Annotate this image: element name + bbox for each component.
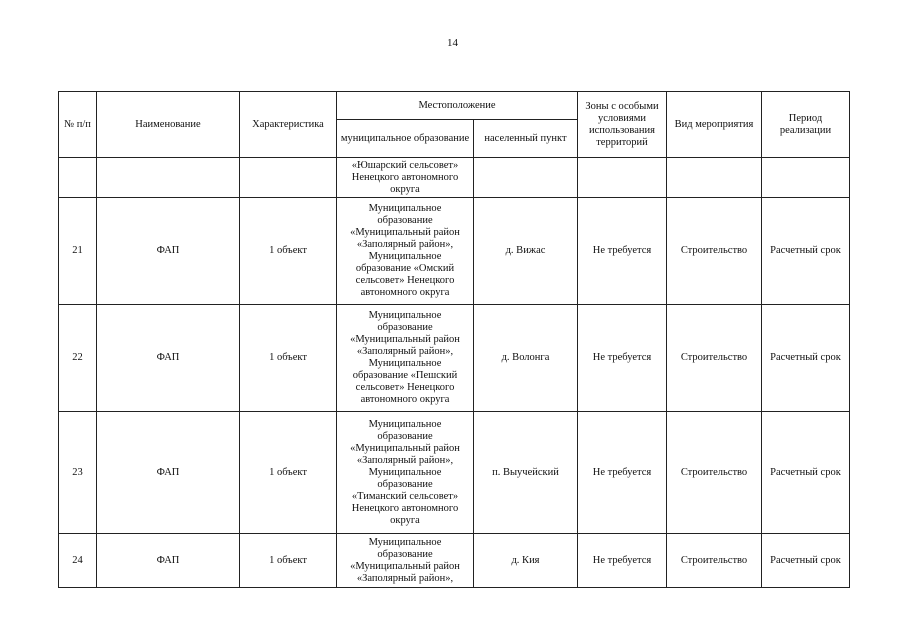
cell-name <box>97 158 240 198</box>
cell-period <box>762 158 850 198</box>
cell-characteristic <box>240 158 337 198</box>
cell-num: 24 <box>59 534 97 588</box>
cell-municipal: Муниципальное образование «Муниципальный район «Заполярный район», Муниципальное образование «Тиманский сельсовет» Ненецкого автономного округа <box>337 412 474 534</box>
cell-characteristic: 1 объект <box>240 305 337 412</box>
cell-activity: Строительство <box>667 305 762 412</box>
page-number: 14 <box>447 37 458 49</box>
cell-period: Расчетный срок <box>762 534 850 588</box>
header-period: Период реализации <box>762 92 850 158</box>
cell-settlement: п. Выучейский <box>474 412 578 534</box>
table-row <box>59 305 850 412</box>
header-zones: Зоны с особыми условиями использования территорий <box>578 92 667 158</box>
cell-zones: Не требуется <box>578 305 667 412</box>
cell-characteristic: 1 объект <box>240 412 337 534</box>
cell-activity: Строительство <box>667 198 762 305</box>
cell-settlement: д. Вижас <box>474 198 578 305</box>
cell-characteristic: 1 объект <box>240 534 337 588</box>
cell-name: ФАП <box>97 412 240 534</box>
table-row <box>59 158 850 198</box>
cell-activity: Строительство <box>667 412 762 534</box>
cell-municipal: Муниципальное образование «Муниципальный район «Заполярный район», Муниципальное образование «Омский сельсовет» Ненецкого автономного округа <box>337 198 474 305</box>
cell-municipal: Муниципальное образование «Муниципальный район «Заполярный район», <box>337 534 474 588</box>
header-num: № п/п <box>59 92 97 158</box>
header-name: Наименование <box>97 92 240 158</box>
cell-settlement: д. Кия <box>474 534 578 588</box>
header-location: Местоположение <box>337 92 578 120</box>
header-municipal: муниципальное образование <box>337 120 474 158</box>
cell-municipal: Муниципальное образование «Муниципальный район «Заполярный район», Муниципальное образование «Пешский сельсовет» Ненецкого автономного округа <box>337 305 474 412</box>
table-row <box>59 198 850 305</box>
cell-name: ФАП <box>97 198 240 305</box>
cell-num: 23 <box>59 412 97 534</box>
cell-period: Расчетный срок <box>762 198 850 305</box>
header-characteristic: Характеристика <box>240 92 337 158</box>
cell-activity: Строительство <box>667 534 762 588</box>
cell-settlement <box>474 158 578 198</box>
cell-zones <box>578 158 667 198</box>
cell-period: Расчетный срок <box>762 305 850 412</box>
header-settlement: населенный пункт <box>474 120 578 158</box>
cell-period: Расчетный срок <box>762 412 850 534</box>
cell-zones: Не требуется <box>578 534 667 588</box>
cell-zones: Не требуется <box>578 198 667 305</box>
table-row <box>59 534 850 588</box>
header-activity: Вид мероприятия <box>667 92 762 158</box>
table-row <box>59 412 850 534</box>
cell-characteristic: 1 объект <box>240 198 337 305</box>
cell-num: 22 <box>59 305 97 412</box>
cell-activity <box>667 158 762 198</box>
cell-num: 21 <box>59 198 97 305</box>
cell-zones: Не требуется <box>578 412 667 534</box>
cell-num <box>59 158 97 198</box>
cell-name: ФАП <box>97 305 240 412</box>
cell-settlement: д. Волонга <box>474 305 578 412</box>
document-table <box>58 91 850 588</box>
cell-municipal: «Юшарский сельсовет» Ненецкого автономного округа <box>337 158 474 198</box>
cell-name: ФАП <box>97 534 240 588</box>
